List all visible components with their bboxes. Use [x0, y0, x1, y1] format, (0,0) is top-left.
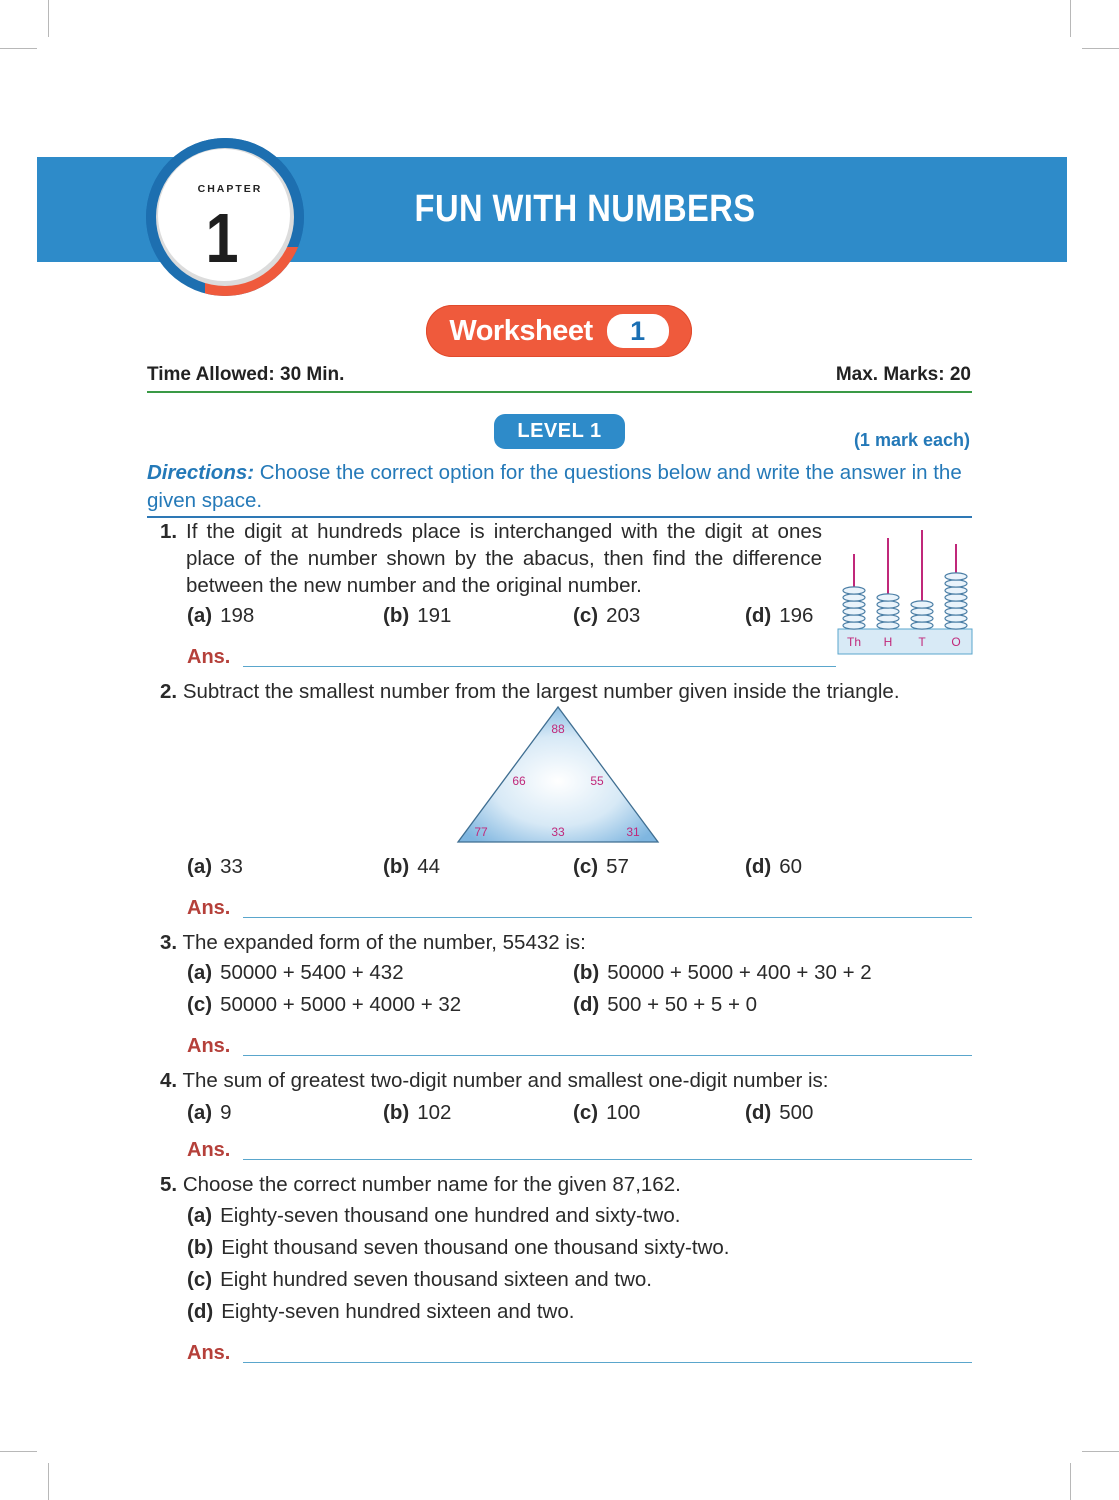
- question-text: The sum of greatest two-digit number and smallest one-digit number is:: [182, 1069, 829, 1092]
- option-b: (b) Eight thousand seven thousand one thousand sixty-two.: [187, 1236, 730, 1259]
- abacus-bead: [843, 594, 865, 601]
- option-c: (c) Eight hundred seven thousand sixteen and two.: [187, 1268, 653, 1291]
- question-number: 4.: [160, 1069, 178, 1092]
- question-number: 1.: [160, 520, 178, 543]
- triangle-number: 66: [512, 774, 526, 788]
- abacus-bead: [877, 622, 899, 629]
- marks-note: (1 mark each): [853, 430, 970, 450]
- option-c: (c) 57: [573, 855, 629, 878]
- question-1: [160, 518, 822, 599]
- question-2: [160, 678, 980, 705]
- option-d: (d) 500: [745, 1101, 814, 1124]
- abacus-bead: [843, 601, 865, 608]
- answer-label: Ans.: [187, 1342, 231, 1364]
- directions-text: Choose the correct option for the questions below and write the answer in the given space.: [147, 461, 962, 512]
- crop-mark: [1082, 1451, 1119, 1452]
- answer-label: Ans.: [187, 1139, 231, 1161]
- option-c: (c) 50000 + 5000 + 4000 + 32: [187, 993, 462, 1016]
- question-4: [160, 1067, 980, 1094]
- abacus-bead: [843, 615, 865, 622]
- worksheet-badge: [426, 305, 692, 357]
- crop-mark: [0, 1451, 37, 1452]
- chapter-label: CHAPTER: [197, 183, 263, 195]
- question-number: 5.: [160, 1173, 178, 1196]
- answer-label: Ans.: [187, 897, 231, 919]
- abacus-bead: [877, 608, 899, 615]
- abacus-label: H: [883, 635, 893, 649]
- chapter-number: 1: [205, 199, 239, 277]
- triangle-number: 33: [551, 825, 565, 839]
- crop-mark: [48, 0, 49, 37]
- option-a: (a) 198: [187, 604, 255, 627]
- question-text: If the digit at hundreds place is interchanged with the digit at ones place of the number shown by the abacus, then find the difference between the new number and the original number.: [186, 520, 822, 597]
- answer-line[interactable]: [243, 666, 836, 667]
- abacus-bead: [945, 587, 967, 594]
- abacus-label: O: [951, 635, 961, 649]
- question-3: [160, 929, 980, 956]
- abacus-bead: [911, 622, 933, 629]
- abacus-label: T: [918, 635, 926, 649]
- abacus-bead: [843, 608, 865, 615]
- crop-mark: [1082, 48, 1119, 49]
- triangle-number: 88: [551, 722, 565, 736]
- option-c: (c) 100: [573, 1101, 641, 1124]
- abacus-bead: [945, 622, 967, 629]
- abacus-bead: [877, 594, 899, 601]
- abacus-bead: [877, 615, 899, 622]
- option-d: (d) 196: [745, 604, 814, 627]
- triangle-number: 77: [474, 825, 488, 839]
- option-b: (b) 102: [383, 1101, 452, 1124]
- crop-mark: [1070, 0, 1071, 37]
- answer-line[interactable]: [243, 1159, 972, 1160]
- option-a: (a) 50000 + 5400 + 432: [187, 961, 404, 984]
- abacus-bead: [911, 608, 933, 615]
- worksheet-number: 1: [607, 314, 669, 348]
- abacus-bead: [945, 580, 967, 587]
- answer-line[interactable]: [243, 917, 972, 918]
- abacus-bead: [843, 622, 865, 629]
- abacus-bead: [945, 601, 967, 608]
- crop-mark: [0, 48, 37, 49]
- time-allowed: Time Allowed: 30 Min.: [147, 364, 345, 385]
- abacus-bead: [945, 615, 967, 622]
- question-5: [160, 1171, 980, 1198]
- chapter-title: FUN WITH NUMBERS: [414, 188, 756, 230]
- answer-line[interactable]: [243, 1055, 972, 1056]
- level-badge: LEVEL 1: [494, 414, 625, 449]
- abacus-bead: [843, 587, 865, 594]
- option-b: (b) 44: [383, 855, 440, 878]
- option-b: (b) 191: [383, 604, 452, 627]
- option-d: (d) Eighty-seven hundred sixteen and two.: [187, 1300, 575, 1323]
- option-d: (d) 500 + 50 + 5 + 0: [573, 993, 758, 1016]
- question-text: The expanded form of the number, 55432 is:: [182, 931, 586, 954]
- option-a: (a) Eighty-seven thousand one hundred and sixty-two.: [187, 1204, 681, 1227]
- worksheet-label: Worksheet: [449, 314, 593, 347]
- abacus-bead: [945, 573, 967, 580]
- abacus-bead: [945, 608, 967, 615]
- option-b: (b) 50000 + 5000 + 400 + 30 + 2: [573, 961, 872, 984]
- max-marks: Max. Marks: 20: [835, 364, 971, 385]
- crop-mark: [48, 1463, 49, 1500]
- answer-label: Ans.: [187, 1035, 231, 1057]
- triangle-figure: [455, 705, 661, 845]
- question-text: Subtract the smallest number from the largest number given inside the triangle.: [182, 680, 900, 703]
- abacus-figure: [837, 528, 973, 655]
- abacus-bead: [911, 615, 933, 622]
- option-a: (a) 33: [187, 855, 243, 878]
- question-text: Choose the correct number name for the given 87,162.: [182, 1173, 681, 1196]
- option-c: (c) 203: [573, 604, 641, 627]
- abacus-label: Th: [846, 635, 862, 649]
- abacus-bead: [911, 601, 933, 608]
- option-d: (d) 60: [745, 855, 802, 878]
- divider: [147, 391, 972, 393]
- directions-lead: Directions:: [147, 461, 255, 484]
- triangle-number: 31: [626, 825, 640, 839]
- question-number: 3.: [160, 931, 178, 954]
- question-number: 2.: [160, 680, 178, 703]
- answer-label: Ans.: [187, 646, 231, 668]
- option-a: (a) 9: [187, 1101, 232, 1124]
- abacus-bead: [877, 601, 899, 608]
- abacus-bead: [945, 594, 967, 601]
- answer-line[interactable]: [243, 1362, 972, 1363]
- directions: [147, 459, 977, 515]
- triangle-number: 55: [590, 774, 604, 788]
- crop-mark: [1070, 1463, 1071, 1500]
